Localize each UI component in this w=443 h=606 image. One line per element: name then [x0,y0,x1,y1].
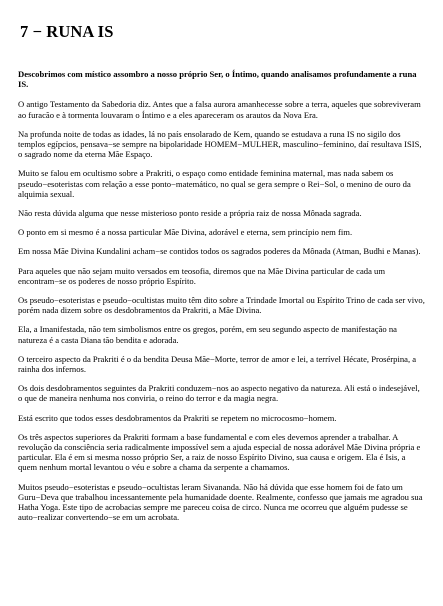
chapter-title: 7 − RUNA IS [20,22,114,41]
paragraph-1: O antigo Testamento da Sabedoria diz. Antes que a falsa aurora amanhecesse sobre a terra, aqueles que sobreviveram ao furacão e à tormenta louvaram o Íntimo e a eles apareceram os arautos da Nova Era. [18,99,421,120]
paragraph-4: Não resta dúvida alguma que nesse misterioso ponto reside a própria raiz de nossa Mônada sagrada. [18,208,362,219]
paragraph-7: Para aqueles que não sejam muito versados em teosofia, diremos que na Mãe Divina particular de cada um encontram−se os poderes de nosso próprio Espírito. [18,265,386,286]
paragraph-3: Muito se falou em ocultismo sobre a Prakriti, o espaço como entidade feminina maternal, mas nada sabem os pseudo−esoteristas com relação a esse ponto−matemático, no qual se gera sempre o Rei−Sol, o menino de ouro da alquimia sexual. [18,168,411,199]
paragraph-9: Ela, a Imanifestada, não tem simbolismos entre os gregos, porém, em seu segundo aspecto de manifestação na natureza é a casta Diana tão bendita e adorada. [18,324,397,345]
paragraph-6: Em nossa Mãe Divina Kundalini acham−se contidos todos os sagrados poderes da Mônada (Atman, Budhi e Manas). [18,246,421,257]
paragraph-12: Está escrito que todos esses desdobramentos da Prakriti se repetem no microcosmo−homem. [18,412,337,423]
intro-paragraph: Descobrimos com místico assombro a nosso próprio Ser, o Íntimo, quando analisamos profundamente a runa IS. [18,69,417,90]
paragraph-13: Os três aspectos superiores da Prakriti formam a base fundamental e com eles devemos aprender a trabalhar. A revolução da consciência seria radicalmente impossível sem a ajuda especial de nossa adorável Mãe Divina própria e particular. Ela é em si mesma nosso próprio Ser, a raiz de nosso Espírito Divino, sua causa e origem. Ela é Isis, a quem nenhum mortal levantou o véu e sobre a chama da serpente a chamamos. [18,431,421,473]
paragraph-10: O terceiro aspecto da Prakriti é o da bendita Deusa Mãe−Morte, terror de amor e lei, a terrível Hécate, Prosérpina, a rainha dos infernos. [18,353,417,375]
paragraph-11: Os dois desdobramentos seguintes da Prakriti conduzem−nos ao aspecto negativo da natureza. Ali está o indesejável, o que de maneira nenhuma nos conviria, o reino do terror e da magia negra. [18,383,420,404]
paragraph-5: O ponto em si mesmo é a nossa particular Mãe Divina, adorável e eterna, sem princípio nem fim. [18,227,353,238]
paragraph-8: Os pseudo−esoteristas e pseudo−ocultistas muito têm dito sobre a Trindade Imortal ou Espírito Trino de cada ser vivo, porém nada dizem sobre os desdobramentos da Prakriti, a Mãe Divina. [18,295,425,316]
paragraph-14: Muitos pseudo−esoteristas e pseudo−ocultistas leram Sivananda. Não há dúvida que esse homem foi de fato um Guru−Deva que trabalhou incessantemente pela humanidade doente. Realmente, confesso que jamais me agradou sua Hatha Yoga. Este tipo de acrobacias sempre me pareceu coisa de circo. Nunca me ocorreu que alguém pudesse se auto−realizar convertendo−se em um acrobata. [18,481,423,523]
paragraph-2: Na profunda noite de todas as idades, lá no país ensolarado de Kem, quando se estudava a runa IS no sigilo dos templos egípcios, pensava−se sempre na bipolaridade HOMEM−MULHER, masculino−feminino, daí resultava ISIS, o sagrado nome da eterna Mãe Espaço. [18,128,422,160]
